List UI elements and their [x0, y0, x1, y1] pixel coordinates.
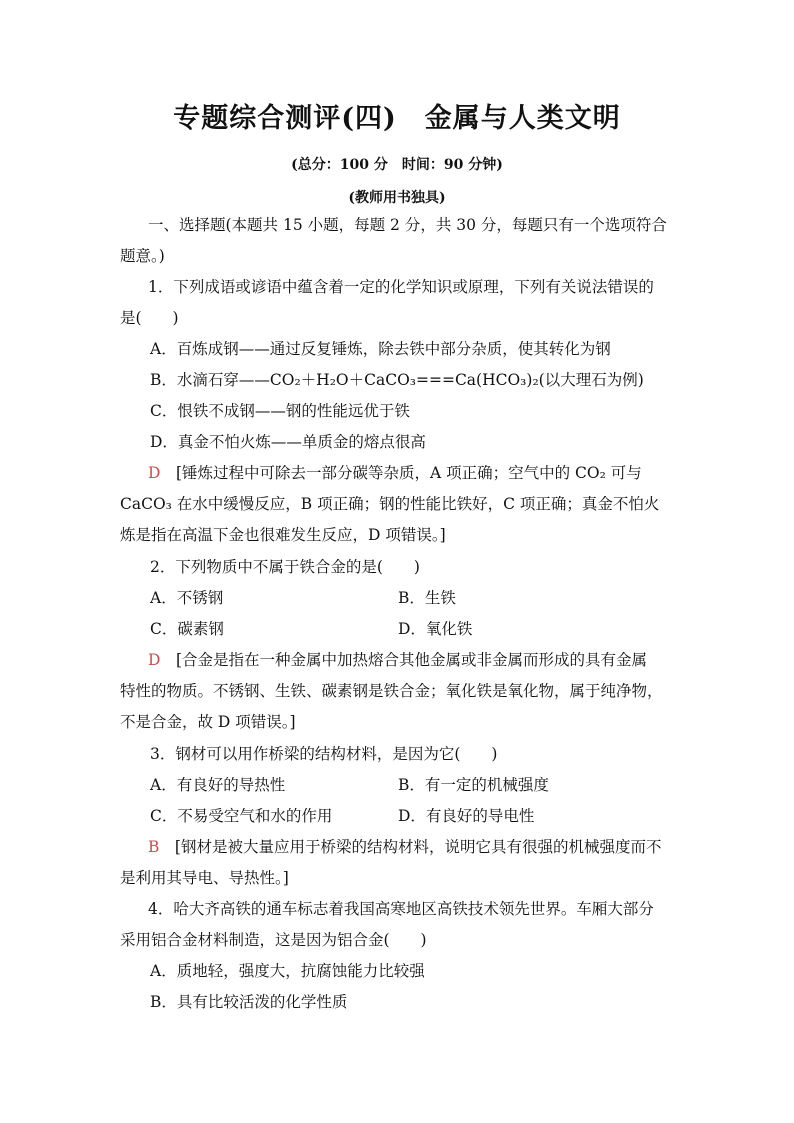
question-4-option-a: A．质地轻，强度大，抗腐蚀能力比较强	[150, 962, 425, 980]
question-2-explanation	[120, 645, 676, 738]
question-1-stem-line-1: 1．下列成语或谚语中蕴含着一定的化学知识或原理，下列有关说法错误的	[148, 278, 654, 296]
score-time-info: (总分：100 分 时间：90 分钟)	[291, 157, 503, 173]
question-1-explanation-line-2: CaCO₃ 在水中缓慢反应，B 项正确；钢的性能比铁好，C 项正确；真金不怕火	[120, 495, 660, 513]
question-4-option-b: B．具有比较活泼的化学性质	[150, 993, 348, 1011]
question-1-explanation-line-1: [锤炼过程中可除去一部分碳等杂质，A 项正确；空气中的 CO₂ 可与	[175, 464, 642, 482]
question-1-stem	[120, 272, 676, 334]
question-1-explanation-line-3: 炼是指在高温下金也很难发生反应，D 项错误。]	[120, 526, 446, 544]
question-2-option-a: A．不锈钢	[150, 589, 224, 607]
question-2-stem: 2．下列物质中不属于铁合金的是( )	[150, 558, 420, 576]
question-2-option-d: D．氧化铁	[398, 620, 473, 638]
question-3-option-c: C．不易受空气和水的作用	[150, 807, 333, 825]
question-2-explanation-line-3: 不是合金，故 D 项错误。]	[120, 713, 296, 731]
question-1-option-d: D．真金不怕火炼——单质金的熔点很高	[150, 433, 426, 451]
question-1-answer: D	[148, 464, 161, 482]
question-1-explanation	[120, 458, 676, 551]
section-heading-line-1: 一、选择题(本题共 15 小题，每题 2 分，共 30 分，每题只有一个选项符合	[148, 216, 667, 234]
section-heading	[120, 210, 676, 272]
question-1-option-c: C．恨铁不成钢——钢的性能远优于铁	[150, 402, 410, 420]
question-1-option-b: B．水滴石穿——CO₂＋H₂O＋CaCO₃===Ca(HCO₃)₂(以大理石为例)	[150, 371, 644, 389]
question-3-answer: B	[148, 838, 160, 856]
question-1-stem-line-2: 是( )	[120, 309, 179, 327]
question-3-option-d: D．有良好的导电性	[398, 807, 535, 825]
question-3-stem: 3．钢材可以用作桥梁的结构材料，是因为它( )	[150, 745, 498, 763]
question-4-stem-line-2: 采用铝合金材料制造，这是因为铝合金( )	[120, 931, 427, 949]
question-2-explanation-line-2: 特性的物质。不锈钢、生铁、碳素钢是铁合金；氧化铁是氧化物，属于纯净物，	[120, 682, 663, 700]
question-2-explanation-line-1: [合金是指在一种金属中加热熔合其他金属或非金属而形成的具有金属	[175, 651, 648, 669]
question-4-stem	[120, 894, 676, 956]
question-2-answer: D	[148, 651, 161, 669]
question-2-option-b: B．生铁	[398, 589, 456, 607]
question-2-option-c: C．碳素钢	[150, 620, 224, 638]
section-heading-line-2: 题意。)	[120, 247, 165, 265]
page-title: 专题综合测评(四) 金属与人类文明	[173, 103, 621, 134]
question-1-option-a: A．百炼成钢——通过反复锤炼，除去铁中部分杂质，使其转化为钢	[150, 340, 611, 358]
teacher-note: (教师用书独具)	[348, 190, 446, 206]
question-3-option-b: B．有一定的机械强度	[398, 776, 549, 794]
question-3-option-a: A．有良好的导热性	[150, 776, 286, 794]
question-3-explanation	[120, 832, 676, 894]
question-4-stem-line-1: 4．哈大齐高铁的通车标志着我国高寒地区高铁技术领先世界。车厢大部分	[148, 900, 654, 918]
question-3-explanation-line-1: [钢材是被大量应用于桥梁的结构材料，说明它具有很强的机械强度而不	[174, 838, 662, 856]
question-3-explanation-line-2: 是利用其导电、导热性。]	[120, 869, 289, 887]
